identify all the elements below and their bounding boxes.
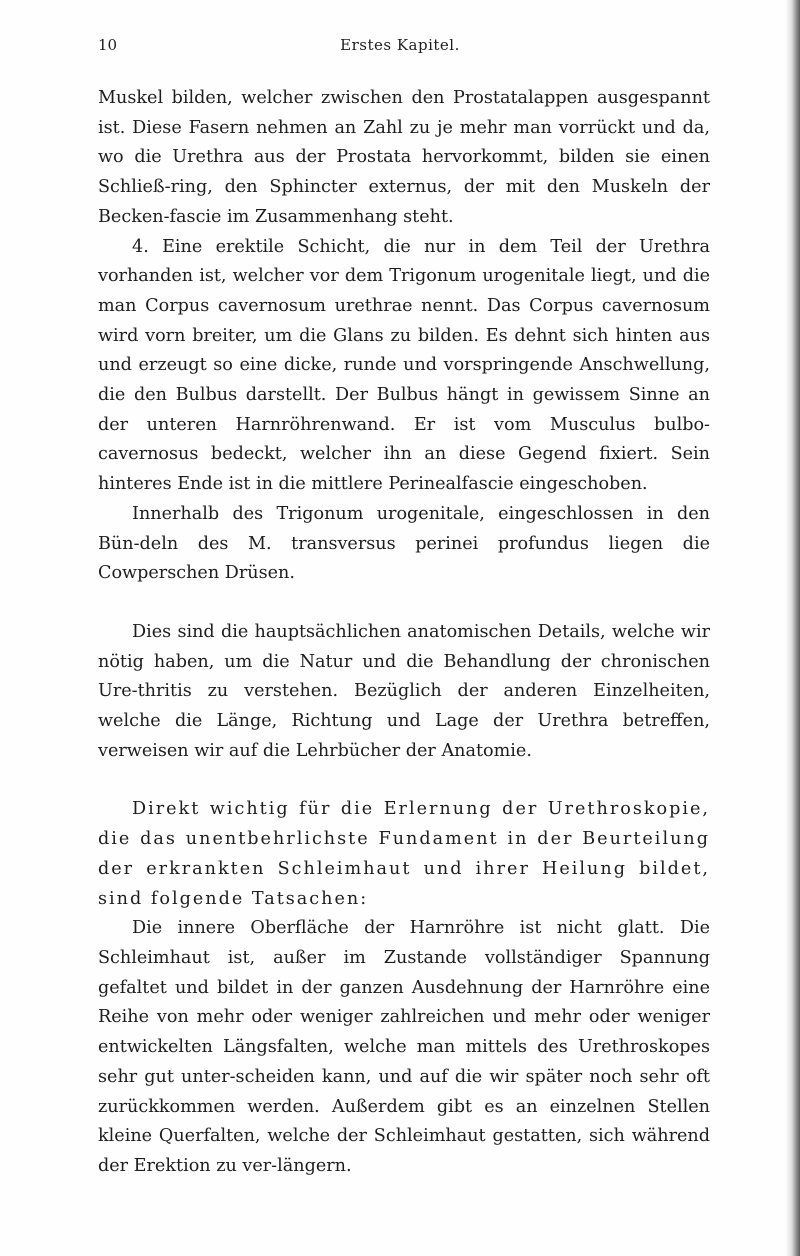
paragraph-trigonum: Innerhalb des Trigonum urogenitale, eingeschlossen in den Bün-deln des M. transversus perinei profundus liegen die Cowperschen Drüsen. xyxy=(98,503,710,584)
page-edge-shadow xyxy=(786,0,800,1256)
body-text xyxy=(98,84,710,1182)
running-head: Erstes Kapitel. xyxy=(340,36,460,54)
page-number: 10 xyxy=(98,36,118,54)
page-header xyxy=(0,36,800,60)
paragraph-innere-oberflaeche: Die innere Oberfläche der Harnröhre ist nicht glatt. Die Schleimhaut ist, außer im Zustande vollständiger Spannung gefaltet und bildet in der ganzen Ausdehnung der Harnröhre eine Reihe von mehr oder weniger zahlreichen und mehr oder weniger entwickelten Längsfalten, welche man mittels des Urethroskopes sehr gut unter-scheiden kann, und auf die wir später noch sehr oft zurückkommen werden. Außerdem gibt es an einzelnen Stellen kleine Querfalten, welche der Schleimhaut gestatten, sich während der Erektion zu ver-längern. xyxy=(98,918,710,1176)
paragraph-anatomische-details: Dies sind die hauptsächlichen anatomischen Details, welche wir nötig haben, um die Natur und die Behandlung der chronischen Ure-thritis zu verstehen. Bezüglich der anderen Einzelheiten, welche die Länge, Richtung und Lage der Urethra betreffen, verweisen wir auf die Lehrbücher der Anatomie. xyxy=(98,621,710,761)
paragraph-erektile-schicht: 4. Eine erektile Schicht, die nur in dem Teil der Urethra vorhanden ist, welcher vor dem Trigonum urogenitale liegt, und die man Corpus cavernosum urethrae nennt. Das Corpus cavernosum wird vorn breiter, um die Glans zu bilden. Es dehnt sich hinten aus und erzeugt so eine dicke, runde und vorspringende Anschwellung, die den Bulbus darstellt. Der Bulbus hängt in gewissem Sinne an der unteren Harnröhrenwand. Er ist vom Musculus bulbo-cavernosus bedeckt, welcher ihn an diese Gegend fixiert. Sein hinteres Ende ist in die mittlere Perinealfascie eingeschoben. xyxy=(98,236,710,495)
paragraph-muskel: Muskel bilden, welcher zwischen den Prostatalappen ausgespannt ist. Diese Fasern nehmen an Zahl zu je mehr man vorrückt und da, wo die Urethra aus der Prostata hervorkommt, bilden sie einen Schließ-ring, den Sphincter externus, der mit den Muskeln der Becken-fascie im Zusammenhang steht. xyxy=(98,88,710,227)
paragraph-urethroskopie: Direkt wichtig für die Erlernung der Urethroskopie, die das unentbehrlichste Fundament in der Beurteilung der erkrankten Schleimhaut und ihrer Heilung bildet, sind folgende Tatsachen: xyxy=(98,799,710,909)
